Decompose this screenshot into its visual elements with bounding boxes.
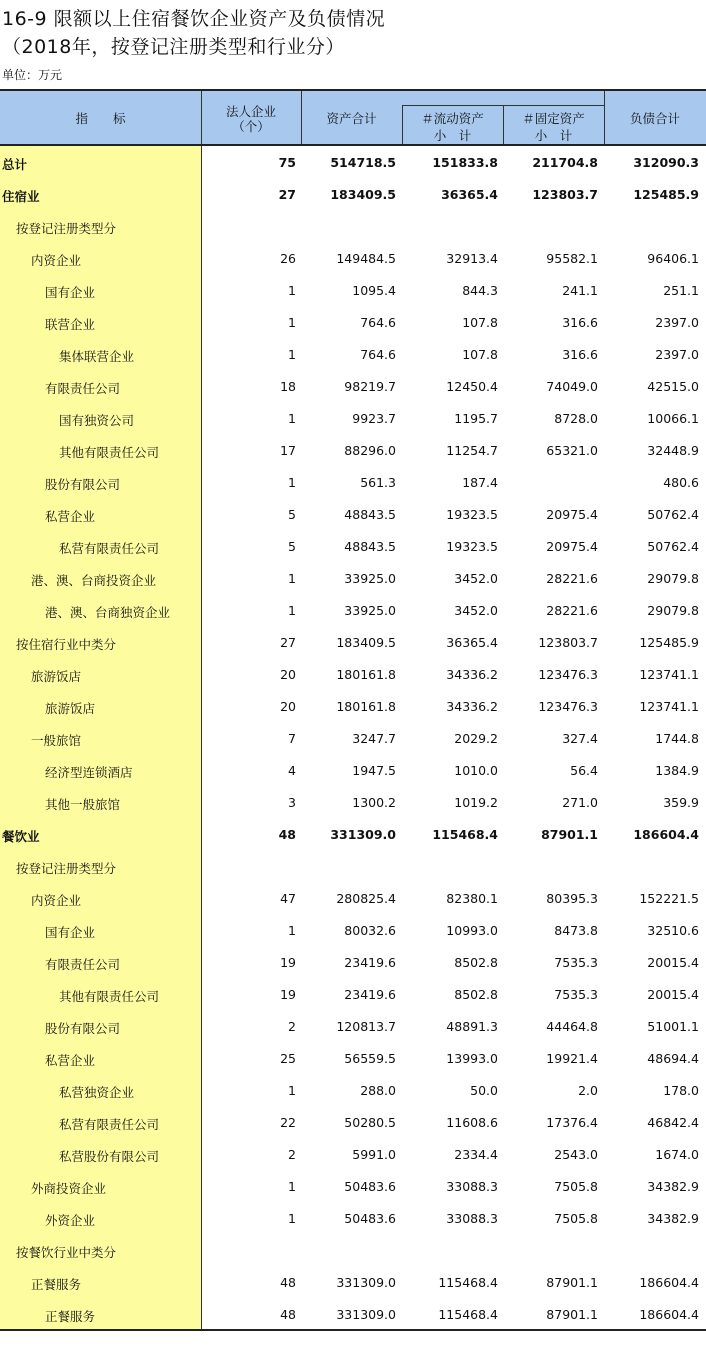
row-label: 一般旅馆 [31, 733, 82, 748]
row-label: 私营企业 [45, 1053, 96, 1068]
row-value: 22 [280, 1115, 296, 1130]
row-value: 2397.0 [655, 315, 699, 330]
row-value: 25 [280, 1051, 296, 1066]
row-value: 2.0 [578, 1083, 598, 1098]
row-value: 2334.4 [454, 1147, 498, 1162]
row-label: 私营有限责任公司 [59, 541, 160, 556]
table-row [0, 850, 706, 882]
row-value: 2397.0 [655, 347, 699, 362]
row-label: 按登记注册类型分 [16, 221, 117, 236]
row-value: 1019.2 [454, 795, 498, 810]
row-value: 3 [288, 795, 296, 810]
table-row [0, 722, 706, 754]
row-label: 内资企业 [31, 893, 82, 908]
row-value: 123741.1 [639, 699, 699, 714]
row-value: 331309.0 [336, 1275, 396, 1290]
row-value: 7505.8 [554, 1179, 598, 1194]
row-label: 集体联营企业 [59, 349, 135, 364]
header-liabilities: 负债合计 [629, 111, 680, 126]
row-value: 75 [278, 155, 296, 170]
row-value: 32913.4 [446, 251, 498, 266]
row-value: 5 [288, 539, 296, 554]
table-row [0, 434, 706, 466]
table-row [0, 594, 706, 626]
row-value: 36365.4 [446, 635, 498, 650]
row-value: 56.4 [570, 763, 598, 778]
row-value: 3452.0 [454, 603, 498, 618]
table-row [0, 370, 706, 402]
row-value: 48694.4 [647, 1051, 699, 1066]
row-value: 48891.3 [446, 1019, 498, 1034]
table-row [0, 754, 706, 786]
row-label: 私营股份有限公司 [59, 1149, 160, 1164]
row-value: 1010.0 [454, 763, 498, 778]
row-label: 总计 [2, 157, 28, 172]
row-value: 115468.4 [438, 1275, 498, 1290]
row-value: 1195.7 [454, 411, 498, 426]
table-row [0, 1042, 706, 1074]
row-value: 123476.3 [538, 699, 598, 714]
row-value: 1 [288, 315, 296, 330]
row-value: 13993.0 [446, 1051, 498, 1066]
row-value: 28221.6 [546, 603, 598, 618]
table-row [0, 306, 706, 338]
row-label: 餐饮业 [2, 829, 40, 844]
row-value: 8502.8 [454, 955, 498, 970]
header-indicator: 指 标 [75, 111, 126, 126]
row-value: 764.6 [360, 347, 396, 362]
row-label: 正餐服务 [45, 1309, 96, 1324]
row-label: 有限责任公司 [45, 381, 121, 396]
row-value: 186604.4 [639, 1275, 699, 1290]
row-value: 1 [288, 923, 296, 938]
row-label: 股份有限公司 [45, 1021, 121, 1036]
row-value: 359.9 [663, 795, 699, 810]
row-value: 27 [280, 635, 296, 650]
row-value: 87901.1 [546, 1307, 598, 1322]
row-value: 36365.4 [441, 187, 498, 202]
unit-label: 单位：万元 [2, 68, 63, 82]
row-value: 87901.1 [541, 827, 598, 842]
table-row [0, 978, 706, 1010]
row-value: 34336.2 [446, 667, 498, 682]
row-label: 其他一般旅馆 [45, 797, 121, 812]
row-value: 1 [288, 411, 296, 426]
row-value: 8728.0 [554, 411, 598, 426]
row-value: 19 [280, 955, 296, 970]
table-body [0, 146, 706, 1330]
row-value: 82380.1 [446, 891, 498, 906]
row-value: 178.0 [663, 1083, 699, 1098]
row-value: 514718.5 [330, 155, 396, 170]
row-value: 51001.1 [647, 1019, 699, 1034]
row-label: 有限责任公司 [45, 957, 121, 972]
table-row [0, 690, 706, 722]
row-value: 1 [288, 571, 296, 586]
row-label: 旅游饭店 [45, 701, 96, 716]
row-value: 1095.4 [352, 283, 396, 298]
row-value: 18 [280, 379, 296, 394]
row-label: 内资企业 [31, 253, 82, 268]
table-row [0, 818, 706, 850]
row-value: 3247.7 [352, 731, 396, 746]
row-value: 11608.6 [446, 1115, 498, 1130]
table-row [0, 914, 706, 946]
table-bottom-rule [0, 1329, 706, 1331]
row-value: 33088.3 [446, 1179, 498, 1194]
row-label: 私营独资企业 [59, 1085, 135, 1100]
row-value: 20975.4 [546, 507, 598, 522]
row-label: 外商投资企业 [31, 1181, 107, 1196]
table-row [0, 466, 706, 498]
row-value: 27 [278, 187, 296, 202]
row-value: 3452.0 [454, 571, 498, 586]
row-value: 48843.5 [344, 539, 396, 554]
row-value: 187.4 [462, 475, 498, 490]
row-value: 48 [280, 1275, 296, 1290]
table-row [0, 1202, 706, 1234]
table-row [0, 1266, 706, 1298]
row-value: 95582.1 [546, 251, 598, 266]
table-row [0, 1106, 706, 1138]
row-value: 29079.8 [647, 603, 699, 618]
row-value: 46842.4 [647, 1115, 699, 1130]
row-value: 152221.5 [639, 891, 699, 906]
row-value: 23419.6 [344, 955, 396, 970]
row-value: 20015.4 [647, 955, 699, 970]
row-value: 183409.5 [330, 187, 396, 202]
row-value: 1 [288, 1083, 296, 1098]
row-value: 120813.7 [336, 1019, 396, 1034]
row-label: 按餐饮行业中类分 [16, 1245, 117, 1260]
header-legal-entities: 法人企业 [225, 104, 276, 119]
row-label: 股份有限公司 [45, 477, 121, 492]
table-row [0, 210, 706, 242]
row-value: 1300.2 [352, 795, 396, 810]
header-total-assets: 资产合计 [326, 111, 377, 126]
row-value: 5991.0 [352, 1147, 396, 1162]
row-value: 561.3 [360, 475, 396, 490]
row-value: 125485.9 [633, 187, 699, 202]
row-value: 20 [280, 699, 296, 714]
row-value: 33925.0 [344, 603, 396, 618]
row-label: 正餐服务 [31, 1277, 82, 1292]
row-value: 29079.8 [647, 571, 699, 586]
row-value: 280825.4 [336, 891, 396, 906]
page-title: 16-9 限额以上住宿餐饮企业资产及负债情况 [2, 8, 386, 30]
row-value: 327.4 [562, 731, 598, 746]
row-label: 住宿业 [2, 189, 40, 204]
row-value: 115468.4 [432, 827, 498, 842]
row-value: 44464.8 [546, 1019, 598, 1034]
row-value: 1 [288, 1211, 296, 1226]
row-value: 123741.1 [639, 667, 699, 682]
row-value: 48 [280, 1307, 296, 1322]
row-value: 20015.4 [647, 987, 699, 1002]
row-value: 88296.0 [344, 443, 396, 458]
row-label: 国有企业 [45, 925, 96, 940]
table-row [0, 882, 706, 914]
row-value: 19 [280, 987, 296, 1002]
table-row [0, 1010, 706, 1042]
row-label: 港、澳、台商独资企业 [45, 605, 171, 620]
row-value: 1674.0 [655, 1147, 699, 1162]
row-value: 7505.8 [554, 1211, 598, 1226]
row-value: 87901.1 [546, 1275, 598, 1290]
row-value: 48 [278, 827, 296, 842]
row-value: 107.8 [462, 347, 498, 362]
row-label: 港、澳、台商投资企业 [31, 573, 157, 588]
row-value: 183409.5 [336, 635, 396, 650]
row-value: 312090.3 [633, 155, 699, 170]
table-row [0, 274, 706, 306]
row-value: 180161.8 [336, 667, 396, 682]
row-value: 1 [288, 1179, 296, 1194]
header-legal-entities-unit: （个） [232, 119, 270, 134]
row-label: 其他有限责任公司 [59, 989, 160, 1004]
row-value: 23419.6 [344, 987, 396, 1002]
row-value: 1 [288, 347, 296, 362]
row-label: 联营企业 [45, 317, 96, 332]
row-value: 48843.5 [344, 507, 396, 522]
row-value: 50.0 [470, 1083, 498, 1098]
header-current-assets-sub: 小 计 [433, 128, 472, 143]
row-value: 47 [280, 891, 296, 906]
row-value: 241.1 [562, 283, 598, 298]
row-value: 19323.5 [446, 539, 498, 554]
row-value: 123476.3 [538, 667, 598, 682]
row-label: 外资企业 [45, 1213, 96, 1228]
row-value: 19921.4 [546, 1051, 598, 1066]
row-value: 764.6 [360, 315, 396, 330]
row-value: 288.0 [360, 1083, 396, 1098]
row-value: 50280.5 [344, 1115, 396, 1130]
row-value: 1744.8 [655, 731, 699, 746]
row-value: 251.1 [663, 283, 699, 298]
row-value: 10066.1 [647, 411, 699, 426]
row-value: 28221.6 [546, 571, 598, 586]
row-value: 8473.8 [554, 923, 598, 938]
row-label: 国有独资公司 [59, 413, 135, 428]
row-value: 1 [288, 603, 296, 618]
row-value: 2029.2 [454, 731, 498, 746]
table-header [0, 89, 706, 146]
table-row [0, 402, 706, 434]
row-label: 旅游饭店 [31, 669, 82, 684]
row-value: 123803.7 [532, 187, 598, 202]
row-value: 2 [288, 1019, 296, 1034]
table-row [0, 242, 706, 274]
row-value: 1 [288, 475, 296, 490]
row-value: 50483.6 [344, 1179, 396, 1194]
table-row [0, 1234, 706, 1266]
row-value: 33088.3 [446, 1211, 498, 1226]
row-value: 107.8 [462, 315, 498, 330]
row-value: 10993.0 [446, 923, 498, 938]
row-value: 11254.7 [446, 443, 498, 458]
table-row [0, 626, 706, 658]
row-value: 180161.8 [336, 699, 396, 714]
row-label: 按登记注册类型分 [16, 861, 117, 876]
row-value: 844.3 [462, 283, 498, 298]
row-value: 96406.1 [647, 251, 699, 266]
row-value: 33925.0 [344, 571, 396, 586]
table-row [0, 338, 706, 370]
row-value: 186604.4 [639, 1307, 699, 1322]
row-value: 480.6 [663, 475, 699, 490]
row-value: 50762.4 [647, 539, 699, 554]
row-value: 125485.9 [639, 635, 699, 650]
row-value: 8502.8 [454, 987, 498, 1002]
table-row [0, 498, 706, 530]
row-value: 19323.5 [446, 507, 498, 522]
row-value: 34382.9 [647, 1211, 699, 1226]
row-value: 211704.8 [532, 155, 598, 170]
row-value: 2 [288, 1147, 296, 1162]
row-value: 42515.0 [647, 379, 699, 394]
table-row [0, 178, 706, 210]
row-label: 其他有限责任公司 [59, 445, 160, 460]
row-value: 56559.5 [344, 1051, 396, 1066]
row-value: 34382.9 [647, 1179, 699, 1194]
row-value: 1384.9 [655, 763, 699, 778]
row-label: 国有企业 [45, 285, 96, 300]
row-value: 34336.2 [446, 699, 498, 714]
table-row [0, 146, 706, 178]
row-value: 149484.5 [336, 251, 396, 266]
row-value: 2543.0 [554, 1147, 598, 1162]
row-value: 50483.6 [344, 1211, 396, 1226]
row-value: 17 [280, 443, 296, 458]
row-value: 17376.4 [546, 1115, 598, 1130]
table-row [0, 786, 706, 818]
row-value: 20975.4 [546, 539, 598, 554]
row-value: 1947.5 [352, 763, 396, 778]
table-row [0, 530, 706, 562]
row-value: 7535.3 [554, 987, 598, 1002]
row-value: 7 [288, 731, 296, 746]
row-value: 7535.3 [554, 955, 598, 970]
row-value: 5 [288, 507, 296, 522]
row-value: 186604.4 [633, 827, 699, 842]
row-value: 316.6 [562, 347, 598, 362]
row-value: 1 [288, 283, 296, 298]
row-value: 26 [280, 251, 296, 266]
table-row [0, 1170, 706, 1202]
row-value: 331309.0 [330, 827, 396, 842]
row-value: 80032.6 [344, 923, 396, 938]
row-value: 50762.4 [647, 507, 699, 522]
header-fixed-assets: ＃固定资产 [522, 111, 585, 126]
row-value: 271.0 [562, 795, 598, 810]
row-value: 9923.7 [352, 411, 396, 426]
row-value: 4 [288, 763, 296, 778]
row-label: 私营企业 [45, 509, 96, 524]
row-value: 80395.3 [546, 891, 598, 906]
row-value: 316.6 [562, 315, 598, 330]
row-value: 65321.0 [546, 443, 598, 458]
row-value: 98219.7 [344, 379, 396, 394]
row-value: 32510.6 [647, 923, 699, 938]
table-row [0, 1138, 706, 1170]
table-row [0, 1298, 706, 1330]
header-current-assets: ＃流动资产 [421, 111, 484, 126]
row-label: 私营有限责任公司 [59, 1117, 160, 1132]
table-row [0, 658, 706, 690]
row-label: 按住宿行业中类分 [16, 637, 117, 652]
row-value: 151833.8 [432, 155, 498, 170]
row-value: 331309.0 [336, 1307, 396, 1322]
table-row [0, 1074, 706, 1106]
table-row [0, 562, 706, 594]
row-value: 32448.9 [647, 443, 699, 458]
table-row [0, 946, 706, 978]
row-value: 20 [280, 667, 296, 682]
page-subtitle: （2018年，按登记注册类型和行业分） [2, 36, 345, 58]
row-value: 74049.0 [546, 379, 598, 394]
header-fixed-assets-sub: 小 计 [534, 128, 573, 143]
row-label: 经济型连锁酒店 [45, 765, 133, 780]
row-value: 123803.7 [538, 635, 598, 650]
row-value: 115468.4 [438, 1307, 498, 1322]
row-value: 12450.4 [446, 379, 498, 394]
